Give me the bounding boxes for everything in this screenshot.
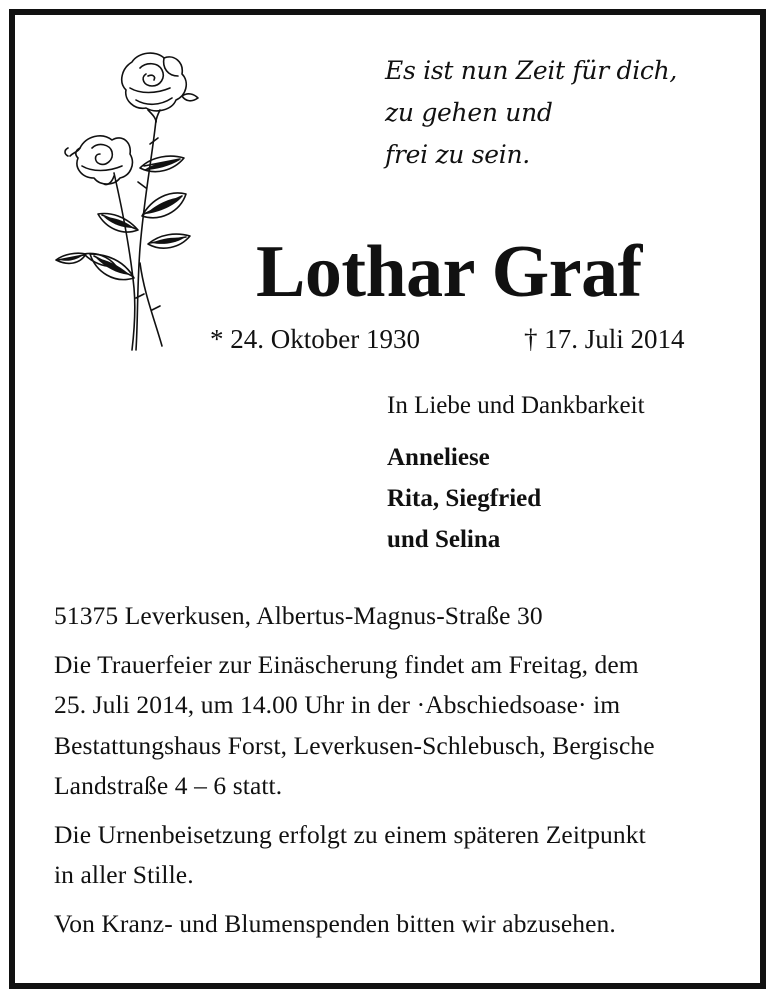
poem-line: zu gehen und [385, 98, 553, 127]
ceremony-paragraph [54, 645, 724, 807]
deceased-name: Lothar Graf [256, 231, 642, 313]
mourner-name: Anneliese [387, 444, 490, 471]
birth-date: * 24. Oktober 1930 [210, 324, 420, 354]
ceremony-line: 25. Juli 2014, um 14.00 Uhr in der ·Abschiedsoase· im [54, 690, 621, 719]
mourner-names [387, 437, 541, 560]
mourning-intro: In Liebe und Dankbarkeit [387, 392, 645, 419]
poem-line: frei zu sein. [385, 140, 530, 169]
urn-line: Die Urnenbeisetzung erfolgt zu einem späteren Zeitpunkt [54, 819, 646, 849]
address: 51375 Leverkusen, Albertus-Magnus-Straße 30 [54, 601, 543, 630]
mourner-name: Rita, Siegfried [387, 485, 542, 512]
mourner-name: und Selina [387, 526, 501, 553]
rose-icon [52, 48, 202, 353]
urn-paragraph [54, 815, 724, 896]
flowers-request: Von Kranz- und Blumenspenden bitten wir abzusehen. [54, 908, 616, 938]
poem-line: Es ist nun Zeit für dich, [385, 56, 678, 85]
poem [385, 50, 677, 176]
urn-line: in aller Stille. [54, 860, 194, 889]
notice-body [54, 596, 724, 944]
death-date: † 17. Juli 2014 [524, 324, 685, 354]
ceremony-line: Landstraße 4 – 6 statt. [54, 771, 283, 800]
ceremony-line: Bestattungshaus Forst, Leverkusen-Schlebusch, Bergische [54, 730, 655, 760]
ceremony-line: Die Trauerfeier zur Einäscherung findet am Freitag, dem [54, 649, 639, 679]
